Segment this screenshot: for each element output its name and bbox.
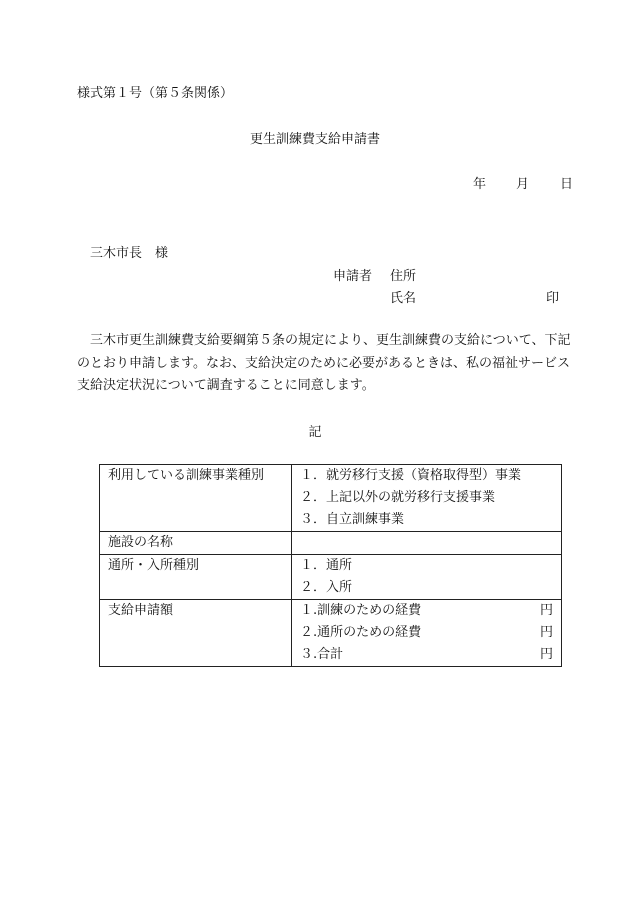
applicant-label: 申請者 xyxy=(333,269,373,284)
training-type-option: １．就労移行支援（資格取得型）事業 xyxy=(300,468,522,483)
attendance-type-options xyxy=(292,555,562,600)
training-type-option: ２．上記以外の就労移行支援事業 xyxy=(300,490,496,505)
training-type-option: ３．自立訓練事業 xyxy=(300,512,405,527)
document-title: 更生訓練費支給申請書 xyxy=(249,132,380,147)
attendance-type-option: ２．入所 xyxy=(300,580,353,595)
table-row-facility-name xyxy=(100,532,562,555)
amount-item-label: １.訓練のための経費 xyxy=(300,603,422,618)
table-row-attendance-type xyxy=(100,555,562,600)
training-type-options xyxy=(292,465,562,532)
notes-heading: 記 xyxy=(308,425,322,440)
amount-item-unit: 円 xyxy=(539,625,553,640)
name-label: 氏名 xyxy=(390,291,417,306)
amount-item-label: ３.合計 xyxy=(300,647,344,662)
amount-item-label: ２.通所のための経費 xyxy=(300,625,422,640)
amount-item xyxy=(300,600,553,622)
amount-item xyxy=(300,622,553,644)
training-type-label: 利用している訓練事業種別 xyxy=(100,465,292,532)
amount-item-unit: 円 xyxy=(539,647,553,662)
amount-items xyxy=(292,600,562,667)
facility-name-value xyxy=(292,532,562,555)
facility-name-label: 施設の名称 xyxy=(100,532,292,555)
application-statement: 三木市更生訓練費支給要綱第５条の規定により、更生訓練費の支給について、下記のとおり申請します。なお、支給決定のために必要があるときは、私の福祉サービス支給決定状況について調査することに同意します。 xyxy=(77,333,571,393)
attendance-type-option: １．通所 xyxy=(300,558,353,573)
attendance-type-label: 通所・入所種別 xyxy=(100,555,292,600)
application-details-table xyxy=(99,464,562,667)
addressee: 三木市長 様 xyxy=(90,246,169,261)
amount-label: 支給申請額 xyxy=(100,600,292,667)
amount-item-unit: 円 xyxy=(539,603,553,618)
address-label: 住所 xyxy=(390,269,417,284)
date-year-label: 年 xyxy=(473,177,487,192)
table-row-training-type xyxy=(100,465,562,532)
seal-label: 印 xyxy=(546,291,560,306)
date-day-label: 日 xyxy=(560,177,574,192)
table-row-amount xyxy=(100,600,562,667)
date-month-label: 月 xyxy=(516,177,530,192)
form-number: 様式第１号（第５条関係） xyxy=(77,86,234,101)
amount-item xyxy=(300,644,553,666)
